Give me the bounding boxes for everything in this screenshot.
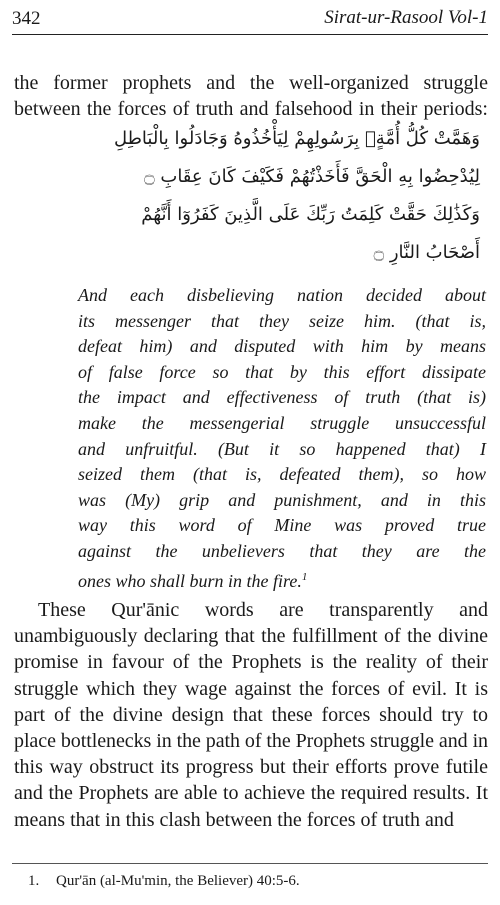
- translation-line: against the unbelievers that they are the: [78, 540, 486, 561]
- translation-line: defeat him) and disputed with him by means: [78, 336, 486, 357]
- footnote-marker[interactable]: 1: [301, 570, 308, 583]
- footnote-text: Qur'ān (al-Mu'min, the Believer) 40:5-6.: [56, 873, 300, 889]
- translation-line: [78, 565, 486, 595]
- verse-translation: [78, 283, 486, 594]
- translation-line: make the messengerial struggle unsuccessful: [78, 412, 486, 433]
- text-line: means that in this clash between the forces of truth and: [14, 808, 454, 831]
- text-line: place bottlenecks in the path of the Prophets struggle and in: [14, 730, 489, 753]
- intro-paragraph: [14, 70, 488, 122]
- text-line: unambiguously declaring that the fulfillment of the divine: [14, 625, 488, 648]
- translation-line: and unfruitful. (But it so happened that) I: [78, 438, 486, 459]
- arabic-line: أَصْحَابُ النَّارِ ۝: [373, 242, 480, 263]
- translation-line: And each disbelieving nation decided about: [78, 285, 486, 305]
- translation-last-text: ones who shall burn in the fire.: [78, 570, 302, 591]
- footnote: [28, 873, 300, 890]
- translation-line: of false force so that by this effort dissipate: [78, 361, 486, 382]
- text-line: this way obstruct its progress but their efforts prove futile: [14, 756, 488, 779]
- translation-line: its messenger that they seize him. (that is,: [78, 310, 486, 331]
- text-line: part of the divine design that these forces should try to: [14, 703, 488, 726]
- translation-line: the impact and effectiveness of truth (that is): [78, 387, 486, 408]
- translation-line: seized them (that is, defeated them), so how: [78, 464, 486, 485]
- running-title: Sirat-ur-Rasool Vol-1: [324, 7, 488, 28]
- page-number: 342: [12, 8, 41, 29]
- translation-line: was (My) grip and punishment, and in this: [78, 489, 486, 510]
- footnote-rule: [12, 863, 488, 864]
- footnote-number: 1.: [28, 873, 40, 889]
- text-line: These Qur'ānic words are transparently and: [38, 599, 488, 621]
- arabic-line: وَكَذَٰلِكَ حَقَّتْ كَلِمَتُ رَبِّكَ عَلَى الَّذِينَ كَفَرُوٓا أَنَّهُمْ: [141, 204, 480, 225]
- text-line: the former prophets and the well-organized struggle: [14, 72, 488, 94]
- text-line: struggle which they wage against the forces of evil. It is: [14, 677, 488, 700]
- arabic-line: وَهَمَّتْ كُلُّ أُمَّةٍۭ بِرَسُولِهِمْ لِيَأْخُذُوهُ وَجَادَلُوا بِالْبَاطِلِ: [113, 128, 480, 149]
- arabic-verse: [60, 120, 480, 272]
- text-line: and the Prophets are able to achieve the required results. It: [14, 782, 488, 805]
- text-line: promise in favour of the Prophets is the reality of their: [14, 651, 488, 674]
- header-rule: [12, 34, 488, 35]
- text-line: between the forces of truth and falsehood in their periods:: [14, 98, 488, 120]
- arabic-line: لِيُدْحِضُوا بِهِ الْحَقَّ فَأَخَذْتُهُمْ فَكَيْفَ كَانَ عِقَابِ ۝: [144, 166, 480, 187]
- page-header: [12, 4, 488, 32]
- body-paragraph: [14, 597, 488, 833]
- translation-line: way this word of Mine was proved true: [78, 515, 486, 536]
